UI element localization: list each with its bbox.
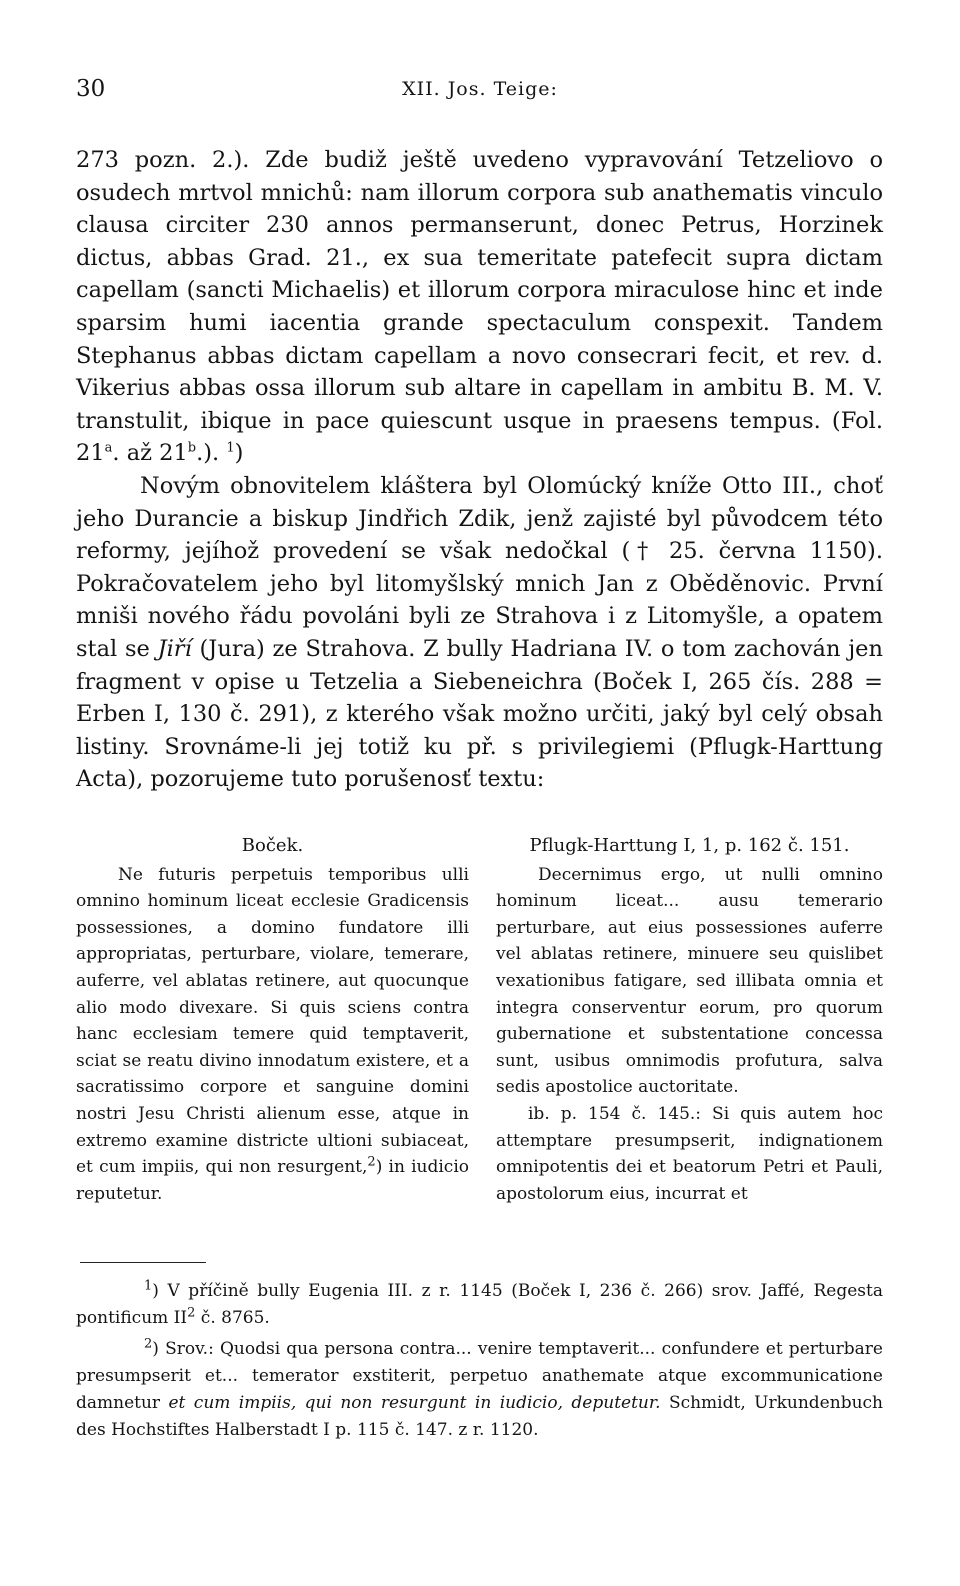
footnote-ref-2: 2	[367, 1154, 376, 1170]
footnote-divider	[80, 1262, 206, 1263]
footnotes	[76, 1278, 883, 1448]
column-text-pflugk-1: Decernimus ergo, ut nulli omnino hominum liceat... ausu temerario perturbare, aut eius possessiones auferre vel ablatas retinere, minuere seu quislibet vexationibus fatigare, sed illibata omnia et integra conserventur eorum, pro quorum gubernatione et substentatione concessa sunt, usibus omnimodis profutura, salva sedis apostolice auctoritate.	[496, 864, 883, 1098]
main-text	[76, 144, 883, 796]
running-head	[0, 76, 960, 112]
column-heading-pflugk: Pflugk-Harttung I, 1, p. 162 č. 151.	[529, 835, 850, 856]
page-number: 30	[76, 76, 106, 102]
footnote-1: $^1$) V příčině bully Eugenia III. z r. 1145 (Boček I, 236 č. 266) srov. Jaffé, Regesta pontificum $II^2$ č. 8765.	[76, 1278, 883, 1328]
footnote-ref-1: 1	[226, 440, 235, 456]
column-text-bocek: Ne futuris perpetuis temporibus ulli omnino hominum liceat ecclesie Gradicensis possessiones, a domino fundatore illi appropriatas, perturbare, violare, temerare, auferre, vel ablatas retinere, aut quocunque alio modo divexare. Si quis sciens contra hanc ecclesiam temere quid temptaverit, sciat se reatu divino innodatum existere, et a sacratissimo corpore et sanguine domini nostri Jesu Christi alienum esse, atque in extremo examine districte ultioni subiaceat, et cum impiis, qui non resurgent,$^2$) in iudicio reputetur.	[76, 864, 469, 1204]
footnote-2: $^2$) Srov.: Quodsi qua persona contra... venire temptaverit... confundere et perturbare presumpserit et... temerator exstiterit, perpetuo anathemate atque excommunicatione damnetur et cum impiis, qui non resurgunt in iudicio, deputetur. Schmidt, Urkundenbuch des Hochstiftes Halberstadt I p. 115 č. 147. z r. 1120.	[76, 1336, 883, 1440]
text-comparison	[76, 833, 883, 1253]
column-pflugk-harttung	[496, 833, 883, 1207]
column-text-pflugk-2: ib. p. 154 č. 145.: Si quis autem hoc attemptare presumpserit, indignationem omnipotentis dei et beatorum Petri et Pauli, apostolorum eius, incurrat et	[496, 1103, 883, 1204]
italic-name-jiri: Jiří	[157, 635, 192, 662]
running-title: XII. Jos. Teige:	[402, 78, 558, 100]
paragraph-tetzel-quote: 273 pozn. 2.). Zde budiž ještě uvedeno vypravování Tetzeliovo o osudech mrtvol mnichů: nam illorum corpora sub anathematis vinculo clausa circiter 230 annos permanserunt, donec Petrus, Horzinek dictus, abbas Grad. 21., ex sua temeritate patefecit supra dictam capellam (sancti Michaelis) et illorum corpora miraculose hinc et inde sparsim humi iacentia grande spectaculum conspexit. Tandem Stephanus abbas dictam capellam a novo consecrari fecit, et rev. d. Vikerius abbas ossa illorum sub altare in capellam in ambitu B. M. V. transtulit, ibique in pace quiescunt usque in praesens tempus. (Fol. 21$^a$. až 21$^b$.). $^1$)	[76, 147, 883, 467]
column-heading-bocek: Boček.	[241, 835, 304, 856]
column-bocek	[76, 833, 469, 1207]
paragraph-renewal: Novým obnovitelem kláštera byl Olomúcký kníže Otto III., choť jeho Durancie a biskup Jindřich Zdik, jenž zajisté byl původcem této reformy, jejíhož provedení se však nedočkal († 25. června 1150). Pokračovatelem jeho byl litomyšlský mnich Jan z Oběděnovic. První mniši nového řádu povoláni byli ze Strahova i z Litomyšle, a opatem stal se Jiří (Jura) ze Strahova. Z bully Hadriana IV. o tom zachován jen fragment v opise u Tetzelia a Siebeneichra (Boček I, 265 čís. 288 = Erben I, 130 č. 291), z kterého však možno určiti, jaký byl celý obsah listiny. Srovnáme-li jej totiž ku př. s privilegiemi (Pflugk-Harttung Acta), pozorujeme tuto porušenosť textu:	[76, 472, 883, 793]
